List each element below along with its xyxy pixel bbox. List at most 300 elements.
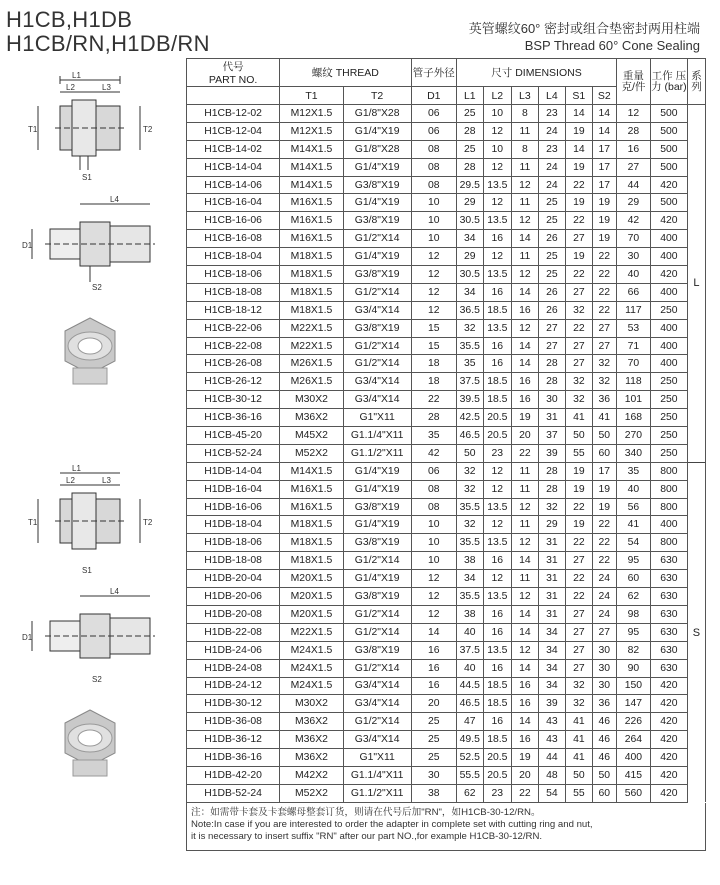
table-cell: 16 — [483, 605, 512, 623]
table-cell: 25 — [538, 248, 566, 266]
table-cell: M24X1.5 — [280, 641, 344, 659]
table-cell: M12X1.5 — [280, 105, 344, 123]
table-cell: G1/2"X14 — [343, 552, 411, 570]
table-cell: 400 — [650, 230, 687, 248]
table-cell: 24 — [538, 122, 566, 140]
table-cell: 27 — [538, 337, 566, 355]
table-cell: 13.5 — [483, 588, 512, 606]
header-weight: 重量 克/件 — [616, 59, 650, 105]
table-cell: 38 — [457, 605, 483, 623]
table-cell: 16 — [512, 391, 538, 409]
table-cell: 22 — [512, 444, 538, 462]
table-cell: 32 — [457, 319, 483, 337]
table-cell: 25 — [538, 194, 566, 212]
table-cell: G1/2"X14 — [343, 355, 411, 373]
table-cell: 23 — [483, 784, 512, 802]
table-cell: 16 — [483, 552, 512, 570]
table-cell: G1/4"X19 — [343, 570, 411, 588]
table-cell: G1/8"X28 — [343, 105, 411, 123]
table-cell: 39.5 — [457, 391, 483, 409]
table-cell: 35 — [616, 462, 650, 480]
table-cell: 50 — [566, 427, 592, 445]
table-cell: 23 — [483, 444, 512, 462]
table-cell: M45X2 — [280, 427, 344, 445]
table-cell: 12 — [411, 283, 457, 301]
table-cell: 34 — [538, 677, 566, 695]
table-cell: 50 — [592, 766, 616, 784]
table-cell: H1CB-36-16 — [187, 409, 280, 427]
table-cell: 264 — [616, 731, 650, 749]
table-cell: 29.5 — [457, 176, 483, 194]
table-cell: 32 — [457, 516, 483, 534]
table-cell: 32 — [538, 498, 566, 516]
drawing-l3-label: L3 — [102, 83, 111, 92]
table-cell: 12 — [512, 319, 538, 337]
table-cell: 400 — [650, 248, 687, 266]
table-cell: H1DB-22-08 — [187, 623, 280, 641]
table-cell: 36 — [592, 391, 616, 409]
table-cell: 27 — [616, 158, 650, 176]
table-cell: 30 — [592, 677, 616, 695]
table-cell: 118 — [616, 373, 650, 391]
spec-table — [186, 58, 706, 803]
table-cell: 22 — [592, 516, 616, 534]
table-cell: 12 — [411, 570, 457, 588]
note-line-cn: 注：如需带卡套及卡套螺母整套订货，则请在代号后加"RN"，如H1CB-30-12/RN。 — [191, 806, 541, 818]
table-cell: G1/2"X14 — [343, 659, 411, 677]
table-cell: 14 — [592, 105, 616, 123]
table-cell: 14 — [512, 605, 538, 623]
table-cell: 13.5 — [483, 176, 512, 194]
table-row — [187, 212, 706, 230]
table-cell: 13.5 — [483, 212, 512, 230]
spec-sheet — [186, 58, 706, 851]
table-cell: 12 — [411, 605, 457, 623]
table-cell: 16 — [483, 713, 512, 731]
table-cell: 34 — [538, 659, 566, 677]
table-cell: 11 — [512, 122, 538, 140]
table-row — [187, 516, 706, 534]
table-cell: 12 — [512, 212, 538, 230]
table-cell: G1/4"X19 — [343, 122, 411, 140]
table-cell: 420 — [650, 731, 687, 749]
table-cell: 12 — [512, 498, 538, 516]
table-cell: G3/8"X19 — [343, 266, 411, 284]
header-pressure: 工作 压力 (bar) — [650, 59, 687, 105]
table-cell: 14 — [512, 713, 538, 731]
table-cell: 31 — [538, 534, 566, 552]
table-row — [187, 623, 706, 641]
table-cell: H1CB-12-04 — [187, 122, 280, 140]
table-cell: M52X2 — [280, 444, 344, 462]
drawing2-d1-label: D1 — [22, 633, 33, 642]
table-cell: 13.5 — [483, 266, 512, 284]
series-label-h1cb: L — [687, 105, 705, 463]
table-cell: 34 — [457, 570, 483, 588]
table-cell: 34 — [457, 230, 483, 248]
table-cell: 16 — [483, 337, 512, 355]
table-cell: M26X1.5 — [280, 355, 344, 373]
table-cell: 37 — [538, 427, 566, 445]
table-cell: 10 — [411, 534, 457, 552]
table-cell: 49.5 — [457, 731, 483, 749]
table-cell: 13.5 — [483, 641, 512, 659]
table-cell: 56 — [616, 498, 650, 516]
table-cell: 50 — [566, 766, 592, 784]
table-row — [187, 158, 706, 176]
table-cell: 22 — [592, 266, 616, 284]
table-cell: 35 — [411, 427, 457, 445]
table-cell: 8 — [512, 140, 538, 158]
table-row — [187, 462, 706, 480]
table-cell: 29 — [616, 194, 650, 212]
table-cell: 40 — [616, 480, 650, 498]
table-cell: 37.5 — [457, 373, 483, 391]
header-part-no: 代号 PART NO. — [187, 59, 280, 87]
table-cell: 13.5 — [483, 534, 512, 552]
table-cell: H1CB-26-08 — [187, 355, 280, 373]
table-cell: 22 — [592, 283, 616, 301]
table-cell: 14 — [512, 659, 538, 677]
table-cell: 12 — [512, 588, 538, 606]
table-cell: 630 — [650, 570, 687, 588]
table-cell: 62 — [616, 588, 650, 606]
table-row — [187, 122, 706, 140]
table-cell: 43 — [538, 713, 566, 731]
table-cell: 14 — [411, 623, 457, 641]
table-cell: 17 — [592, 140, 616, 158]
table-cell: 16 — [483, 659, 512, 677]
table-cell: G3/8"X19 — [343, 498, 411, 516]
table-cell: 19 — [566, 158, 592, 176]
table-cell: 25 — [538, 212, 566, 230]
table-cell: H1CB-12-02 — [187, 105, 280, 123]
header-t1: T1 — [280, 87, 344, 105]
table-cell: 53 — [616, 319, 650, 337]
header-s1: S1 — [566, 87, 592, 105]
table-row — [187, 713, 706, 731]
table-cell: 16 — [512, 301, 538, 319]
table-cell: M26X1.5 — [280, 373, 344, 391]
table-cell: 27 — [566, 605, 592, 623]
table-cell: 12 — [483, 570, 512, 588]
table-cell: M12X1.5 — [280, 122, 344, 140]
table-cell: 25 — [411, 749, 457, 767]
table-cell: 32 — [566, 695, 592, 713]
drawing-l1-label: L1 — [72, 71, 81, 80]
h1db-assembly-drawing — [20, 586, 160, 686]
drawing-t2-label: T2 — [143, 125, 153, 134]
header-pipe-od: 管子外径 — [411, 59, 457, 87]
table-cell: 22 — [592, 248, 616, 266]
table-cell: M14X1.5 — [280, 462, 344, 480]
table-cell: 41 — [566, 749, 592, 767]
table-cell: 46.5 — [457, 427, 483, 445]
table-cell: H1DB-16-04 — [187, 480, 280, 498]
table-cell: 36.5 — [457, 301, 483, 319]
table-cell: G3/8"X19 — [343, 176, 411, 194]
table-cell: 42 — [411, 444, 457, 462]
table-cell: 400 — [650, 283, 687, 301]
header-series: 系 列 — [687, 59, 705, 105]
table-cell: 25 — [411, 731, 457, 749]
drawing-l2-label: L2 — [66, 83, 75, 92]
table-cell: 44.5 — [457, 677, 483, 695]
table-cell: H1DB-16-06 — [187, 498, 280, 516]
table-cell: 25 — [538, 266, 566, 284]
table-cell: 20 — [512, 427, 538, 445]
table-cell: 54 — [616, 534, 650, 552]
table-cell: 27 — [566, 230, 592, 248]
table-cell: 08 — [411, 176, 457, 194]
table-cell: 50 — [592, 427, 616, 445]
table-cell: 10 — [483, 140, 512, 158]
table-cell: M18X1.5 — [280, 301, 344, 319]
table-cell: M30X2 — [280, 391, 344, 409]
table-cell: 400 — [650, 337, 687, 355]
table-cell: M14X1.5 — [280, 140, 344, 158]
note-line-en-1: Note:In case if you are interested to order the adapter in complete set with cutting ring and nut, — [191, 819, 593, 831]
table-cell: 28 — [616, 122, 650, 140]
table-cell: 630 — [650, 552, 687, 570]
table-cell: 340 — [616, 444, 650, 462]
table-cell: 29 — [457, 248, 483, 266]
series-label-h1db: S — [687, 462, 705, 802]
table-cell: 40 — [457, 623, 483, 641]
table-cell: 06 — [411, 105, 457, 123]
table-row — [187, 498, 706, 516]
table-cell: 06 — [411, 462, 457, 480]
table-cell: M20X1.5 — [280, 570, 344, 588]
table-cell: 34 — [538, 641, 566, 659]
table-cell: 12 — [411, 588, 457, 606]
table-cell: 500 — [650, 122, 687, 140]
table-cell: 12 — [512, 641, 538, 659]
table-cell: H1DB-24-08 — [187, 659, 280, 677]
table-cell: M30X2 — [280, 695, 344, 713]
table-cell: 19 — [592, 212, 616, 230]
table-cell: H1CB-45-20 — [187, 427, 280, 445]
table-cell: M16X1.5 — [280, 194, 344, 212]
table-cell: 630 — [650, 641, 687, 659]
table-cell: 28 — [457, 158, 483, 176]
table-cell: M36X2 — [280, 713, 344, 731]
drawing-s2-label: S2 — [92, 283, 102, 292]
table-cell: 30 — [592, 659, 616, 677]
table-row — [187, 731, 706, 749]
table-cell: 20.5 — [483, 427, 512, 445]
table-cell: G1"X11 — [343, 409, 411, 427]
table-cell: 250 — [650, 409, 687, 427]
table-cell: G1/4"X19 — [343, 480, 411, 498]
table-cell: 14 — [512, 552, 538, 570]
table-cell: 420 — [650, 266, 687, 284]
drawing-s1-label: S1 — [82, 173, 92, 182]
table-cell: 35.5 — [457, 337, 483, 355]
table-cell: 16 — [512, 731, 538, 749]
table-cell: M18X1.5 — [280, 248, 344, 266]
table-row — [187, 534, 706, 552]
table-cell: 420 — [650, 766, 687, 784]
table-cell: 800 — [650, 462, 687, 480]
table-cell: 40 — [457, 659, 483, 677]
table-row — [187, 248, 706, 266]
table-cell: 27 — [592, 337, 616, 355]
table-cell: H1DB-14-04 — [187, 462, 280, 480]
table-cell: M18X1.5 — [280, 283, 344, 301]
table-row — [187, 319, 706, 337]
table-cell: 82 — [616, 641, 650, 659]
table-cell: 18.5 — [483, 391, 512, 409]
table-cell: 22 — [566, 498, 592, 516]
table-cell: 44 — [538, 749, 566, 767]
table-cell: H1DB-36-16 — [187, 749, 280, 767]
table-cell: 24 — [538, 158, 566, 176]
table-cell: 22 — [592, 301, 616, 319]
drawing-d1-label: D1 — [22, 241, 33, 250]
table-cell: 18.5 — [483, 731, 512, 749]
table-cell: 16 — [512, 677, 538, 695]
table-cell: G1"X11 — [343, 749, 411, 767]
table-cell: 14 — [566, 140, 592, 158]
table-cell: M52X2 — [280, 784, 344, 802]
table-row — [187, 230, 706, 248]
subtitle-cn: 英管螺纹60° 密封或组合垫密封两用柱端 — [468, 21, 700, 36]
table-cell: 18.5 — [483, 373, 512, 391]
table-cell: 19 — [566, 516, 592, 534]
table-row — [187, 373, 706, 391]
table-cell: 41 — [566, 409, 592, 427]
table-cell: M24X1.5 — [280, 677, 344, 695]
table-row — [187, 176, 706, 194]
table-cell: 35.5 — [457, 534, 483, 552]
table-cell: 19 — [592, 480, 616, 498]
table-cell: H1DB-24-06 — [187, 641, 280, 659]
table-row — [187, 266, 706, 284]
table-cell: 19 — [592, 194, 616, 212]
table-cell: 30 — [538, 391, 566, 409]
table-cell: 27 — [566, 355, 592, 373]
table-row — [187, 784, 706, 802]
table-cell: G3/8"X19 — [343, 641, 411, 659]
table-cell: 19 — [566, 194, 592, 212]
table-cell: 10 — [411, 230, 457, 248]
table-cell: 22 — [566, 266, 592, 284]
table-row — [187, 301, 706, 319]
table-cell: H1CB-16-04 — [187, 194, 280, 212]
table-cell: H1DB-20-04 — [187, 570, 280, 588]
table-cell: H1DB-24-12 — [187, 677, 280, 695]
table-cell: 47 — [457, 713, 483, 731]
table-cell: 27 — [566, 552, 592, 570]
table-cell: 30 — [616, 248, 650, 266]
title-line-2: H1CB/RN,H1DB/RN — [6, 31, 210, 56]
table-cell: 14 — [592, 122, 616, 140]
table-cell: 24 — [592, 570, 616, 588]
table-row — [187, 283, 706, 301]
table-cell: 41 — [566, 731, 592, 749]
table-cell: M22X1.5 — [280, 337, 344, 355]
table-cell: 16 — [512, 373, 538, 391]
table-cell: 250 — [650, 373, 687, 391]
table-cell: 420 — [650, 212, 687, 230]
table-cell: 18 — [411, 373, 457, 391]
table-cell: 28 — [538, 373, 566, 391]
h1cb-section-drawing — [20, 70, 160, 185]
table-cell: 08 — [411, 158, 457, 176]
table-cell: 28 — [457, 122, 483, 140]
table-cell: H1CB-18-08 — [187, 283, 280, 301]
table-cell: M18X1.5 — [280, 266, 344, 284]
table-cell: 11 — [512, 158, 538, 176]
table-cell: 226 — [616, 713, 650, 731]
table-cell: M24X1.5 — [280, 659, 344, 677]
table-row — [187, 659, 706, 677]
table-cell: 19 — [512, 409, 538, 427]
table-cell: M18X1.5 — [280, 516, 344, 534]
table-cell: 46 — [592, 731, 616, 749]
table-cell: 13.5 — [483, 498, 512, 516]
table-row — [187, 605, 706, 623]
table-cell: H1DB-36-12 — [187, 731, 280, 749]
table-cell: 70 — [616, 355, 650, 373]
table-cell: 500 — [650, 158, 687, 176]
table-cell: G3/4"X14 — [343, 301, 411, 319]
table-cell: G1.1/4"X11 — [343, 427, 411, 445]
table-cell: M14X1.5 — [280, 158, 344, 176]
table-cell: 16 — [483, 355, 512, 373]
table-cell: 101 — [616, 391, 650, 409]
table-cell: 55 — [566, 784, 592, 802]
table-cell: 28 — [411, 409, 457, 427]
table-row — [187, 140, 706, 158]
table-cell: G3/8"X19 — [343, 588, 411, 606]
table-cell: 22 — [566, 570, 592, 588]
table-cell: H1DB-20-06 — [187, 588, 280, 606]
table-cell: H1CB-16-06 — [187, 212, 280, 230]
table-cell: H1DB-52-24 — [187, 784, 280, 802]
table-cell: 420 — [650, 176, 687, 194]
header-s2: S2 — [592, 87, 616, 105]
table-cell: 27 — [592, 623, 616, 641]
table-cell: G3/8"X19 — [343, 212, 411, 230]
table-cell: G1/8"X28 — [343, 140, 411, 158]
table-cell: 46.5 — [457, 695, 483, 713]
table-cell: 98 — [616, 605, 650, 623]
table-cell: M20X1.5 — [280, 605, 344, 623]
table-row — [187, 695, 706, 713]
table-cell: M22X1.5 — [280, 623, 344, 641]
table-row — [187, 427, 706, 445]
h1cb-assembly-drawing — [20, 194, 160, 294]
table-cell: 31 — [538, 409, 566, 427]
table-cell: 10 — [411, 516, 457, 534]
table-cell: 26 — [538, 301, 566, 319]
table-row — [187, 480, 706, 498]
table-cell: 71 — [616, 337, 650, 355]
table-cell: H1CB-14-06 — [187, 176, 280, 194]
table-cell: 22 — [566, 319, 592, 337]
table-cell: 20.5 — [483, 766, 512, 784]
table-cell: 250 — [650, 444, 687, 462]
table-cell: M20X1.5 — [280, 588, 344, 606]
table-cell: 13.5 — [483, 319, 512, 337]
spec-table-body — [187, 105, 706, 803]
table-cell: 38 — [411, 784, 457, 802]
subtitle-en: BSP Thread 60° Cone Sealing — [524, 38, 700, 53]
table-cell: 23 — [538, 140, 566, 158]
table-cell: 400 — [650, 319, 687, 337]
